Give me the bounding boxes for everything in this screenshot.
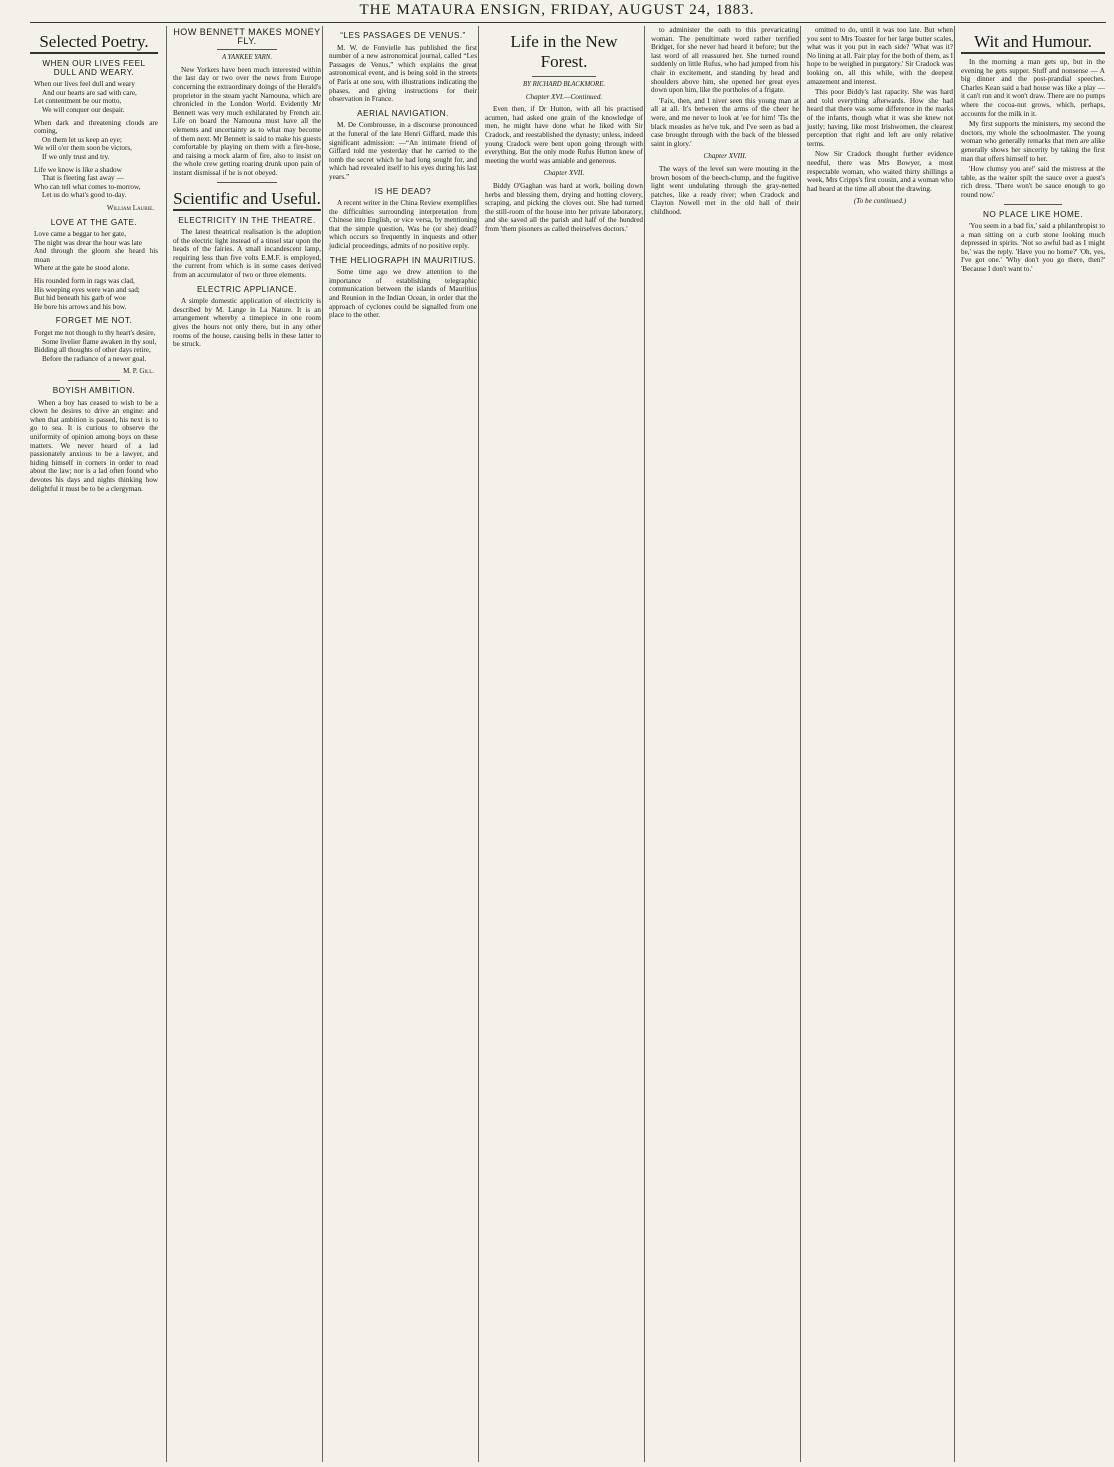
byline: BY RICHARD BLACKMORE. xyxy=(522,81,606,88)
chapter-heading: Chapter XVIII. xyxy=(703,152,747,161)
poem-line: Forget me not though to thy heart's desire, xyxy=(34,329,156,338)
poem-line: Some livelier flame awaken in thy soul, xyxy=(42,337,157,346)
article-text: Biddy O'Gaghan was hard at work, boiling down herbs and blessing them, drying and hotting clovery, scraping, and picking the cloves out. She had turned the still-room of the house into her private laboratory, and she saved all the parish and half of the hundred from 'them pisoners as called theirselves doctors.' xyxy=(485,181,643,233)
divider xyxy=(1004,204,1062,205)
article-subheading: ELECTRICITY IN THE THEATRE. xyxy=(178,215,316,225)
poem-line: Who can tell what comes to-morrow, xyxy=(34,182,141,191)
column-3 xyxy=(322,26,483,1462)
poem-author: William Laurie. xyxy=(106,203,154,212)
poem-body xyxy=(30,80,158,114)
column-7 xyxy=(954,26,1111,1462)
divider xyxy=(217,182,276,183)
poem-body xyxy=(30,277,158,311)
poem-body xyxy=(30,166,158,200)
poem-body xyxy=(30,119,158,162)
article-subheading: THE HELIOGRAPH IN MAURITIUS. xyxy=(329,255,477,265)
poem-line: When our lives feel dull and weary xyxy=(34,80,135,89)
section-title-serial: Life in the New Forest. xyxy=(510,32,618,71)
article-subheading: NO PLACE LIKE HOME. xyxy=(982,209,1084,219)
section-title-wit: Wit and Humour. xyxy=(961,32,1105,54)
poem-line: And through the gloom she heard his moan xyxy=(34,247,158,264)
poem-line: He bore his arrows and his bow. xyxy=(34,302,127,311)
poem-line: And our hearts are sad with care, xyxy=(42,88,137,97)
article-text: A recent writer in the China Review exemplifies the difficulties surrounding interpretation from Chinese into English, or vice versa, by mentioning that the simple question, Was he (or she) dead? which occurs so frequently in inquests and other judicial proceedings, admits of no positive reply. xyxy=(329,199,477,251)
article-text: This poor Biddy's last rapacity. She was hard and told everything afterwards. How she had heard that there was some difference in the marks of the infants, though what it was she knew not justly; having, like most Irishwomen, the clearest perception that right and left are only relative terms. xyxy=(807,88,953,148)
divider xyxy=(217,49,276,50)
column-2 xyxy=(166,26,327,1462)
poem-line: Let us do what's good to-day. xyxy=(42,191,127,200)
poem-line: His weeping eyes were wan and sad; xyxy=(34,285,140,294)
article-text: omitted to do, until it was too late. But when you sent to Mrs Toaster for her large butter scales, what was it you put in each side? 'What was it? No lining at all. Fair play for the both of them, as I hope to be weighed in purgatory.' Sir Cradock was looking on, all this while, with the deepest amazement and interest. xyxy=(807,26,953,86)
poem-body xyxy=(30,230,158,273)
poem-title: WHEN OUR LIVES FEEL DULL AND WEARY. xyxy=(42,59,146,77)
section-title-scientific: Scientific and Useful. xyxy=(173,189,321,211)
poem-line: Before the radiance of a newer goal. xyxy=(42,354,147,363)
column-1 xyxy=(30,26,164,1462)
chapter-heading: Chapter XVI.—Continued. xyxy=(525,92,603,101)
poem-line: The night was drear the hour was late xyxy=(34,238,142,247)
article-text: to administer the oath to this prevaricating woman. The penultimate word rather terrified Bridget, for she never had heard it before; but the last word of all reassured her. She turned round suddenly on little Rufus, who had jumped from his chair in excitement, and standing by head and shoulders above him, she opened her great eyes down upon him, like the portholes of a frigate. xyxy=(651,26,799,95)
poem-line: When dark and threatening clouds are coming, xyxy=(34,118,158,136)
poem-line: Let contentment be our motto, xyxy=(34,97,122,106)
article-subheading: ELECTRIC APPLIANCE. xyxy=(196,284,298,294)
article-text: New Yorkers have been much interested within the last day or two over the news from Europe concerning the extraordinary doings of the Herald's proprietor in the steam yacht Namouna, which are chronicled in the London World. Evidently Mr Bennett was very much exhilarated by French air. Life on board the Namouna must have all the elements and uncertainty as to what may become of them next. Mr Bennett is said to make his guests comfortable by playing on them with a fire-hose, and raising a mock alarm of fire, also to insist on the whole crew getting roaring drunk upon pain of instant dismissal if he is not obeyed. xyxy=(173,65,321,177)
poem-line: That is fleeting fast away — xyxy=(42,174,124,183)
article-text: Now Sir Cradock thought further evidence needful, there was Mrs Bowyer, a most respectable woman, who waited thirty shillings a week, Mrs Cripps's first cousin, and a woman who had heard at the time all about the drawing. xyxy=(807,150,953,193)
poem-line: But hid beneath his garb of woe xyxy=(34,294,126,303)
poem-line: Life we know is like a shadow xyxy=(34,165,122,174)
article-text: M. W. de Fonvielle has published the first number of a new astronomical journal, called “Les Passages de Venus,” which explains the great astronomical event, and is being sold in the streets of Paris at one sou, with illustrations indicating the phases, and giving instructions for their observation in France. xyxy=(329,43,477,104)
masthead-rule xyxy=(30,22,1106,23)
article-text: Some time ago we drew attention to the importance of establishing telegraphic communication between the islands of Mauritius and Reunion in the Indian Ocean, in order that the approach of cyclones could be signalled from one place to the other. xyxy=(329,268,477,320)
article-text: 'You seem in a bad fix,' said a philanthropist to a man sitting on a curb stone looking much depressed in spirits. 'Not so awful bad as I might be,' was the reply. 'Have you no home?' 'Oh, yes, I've got one.' 'Why don't you go there, then?' 'Because I don't want to.' xyxy=(961,222,1105,274)
column-6 xyxy=(800,26,959,1462)
article-text: 'How clumsy you are!' said the mistress at the table, as the waiter spilt the sauce over a guest's rich dress. 'There won't be sauce enough to go round now.' xyxy=(961,165,1105,199)
article-text: My first supports the ministers, my second the doctors, my whole the schoolmaster. The young woman who generally remarks that men are alike generally shows her sincerity by taking the first man that offers himself to her. xyxy=(961,120,1105,163)
article-text: In the morning a man gets up, but in the evening he gets supper. Stuff and nonsense — A big dinner and the post-prandial speeches. Charles Kean said a bad house was like a play — it can't run and it won't draw. There are no pumps where the cocoa-nut grows, which, perhaps, accounts for the milk in it. xyxy=(961,58,1105,118)
divider xyxy=(68,380,119,381)
column-5 xyxy=(644,26,805,1462)
article-title: BOYISH AMBITION. xyxy=(52,386,136,395)
article-subtitle: A YANKEE YARN. xyxy=(221,54,273,62)
article-title: HOW BENNETT MAKES MONEY FLY. xyxy=(173,27,321,46)
continued-note: (To be continued.) xyxy=(853,197,907,206)
column-4 xyxy=(478,26,649,1462)
article-text: A simple domestic application of electricity is described by M. Lange in La Nature. It is an arrangement whereby a timepiece in one room gives the hours not only there, but in any other rooms of the house, causing bells in these latter to be struck. xyxy=(173,297,321,349)
article-subheading: IS HE DEAD? xyxy=(374,186,432,196)
article-text: M. De Combrousse, in a discourse pronounced at the funeral of the late Henri Giffard, made this significant admission: —“An intimate friend of Giffard told me yesterday that he carried to the tomb the secret which he had long sought for, and which had revealed itself to his eyes during his last years.” xyxy=(329,121,477,181)
article-text: 'Faix, then, and I niver seen this young man at all at all. It's between the arms of the cheer he were, and me never to look at 'ee for him! 'Tis the black measles as he've tuk, and I've seen as bad a case brought through with the back of the blessed saint in glory.' xyxy=(651,96,799,148)
poem-line: Where at the gate he stood alone. xyxy=(34,264,130,273)
poem-line: His rounded form in rags was clad, xyxy=(34,277,135,286)
section-title-poetry: Selected Poetry. xyxy=(30,32,158,54)
article-text: Even then, if Dr Hutton, with all his practised acumen, had asked one grain of the knowledge of men, he might have done what he liked with Sir Cradock, and reestablished the dynasty; unless, indeed young Cradock were bent upon going through with everything. But the only mode Rufus Hutton knew of meeting the world was amiable and generous. xyxy=(485,105,643,165)
chapter-heading: Chapter XVII. xyxy=(543,169,585,178)
poem-line: On them let us keep an eye; xyxy=(42,135,122,144)
article-text: The ways of the level sun were mouting in the brown bosom of the beech-clump, and the fugitive light went undulating through the gray-netted patches, like a ready river; when Cradock and Clayton Nowell met in the old hall of their childhood. xyxy=(651,164,799,216)
poem-line: We will conquer our despair. xyxy=(42,105,125,114)
article-subheading: AERIAL NAVIGATION. xyxy=(357,108,449,118)
article-text: When a boy has ceased to wish to be a clown he desires to drive an engine: and when that ambition is passed, his next is to go to sea. It is curious to observe the uniformity of opinion among boys on these matters. We never heard of a lad passionately anxious to be a lawyer, and hiding himself in corners in order to read about the law; nor is a lad often found who devotes his days and nights thinking how delightful it must be to be a clergyman. xyxy=(30,398,158,493)
poem-line: Love came a beggar to her gate, xyxy=(34,230,126,239)
poem-line: Bidding all thoughts of other days retire, xyxy=(34,346,151,355)
poem-line: If we only trust and try. xyxy=(42,152,110,161)
article-text: The latest theatrical realisation is the adoption of the electric light instead of a tinsel star upon the heads of the fairies. A small incandescent lamp, requiring less than five volts E.M.F. is employed, the current from which is in some cases derived from an accumulator of two or three elements. xyxy=(173,228,321,280)
poem-author: M. P. Gill. xyxy=(123,367,154,376)
divider xyxy=(532,76,595,77)
poem-line: We will o'er them soon be victors, xyxy=(34,144,132,153)
masthead: THE MATAURA ENSIGN, FRIDAY, AUGUST 24, 1883. xyxy=(359,2,755,18)
article-title: “LES PASSAGES DE VENUS.” xyxy=(340,31,466,40)
poem-title: FORGET ME NOT. xyxy=(55,316,133,326)
poem-body xyxy=(30,329,158,363)
poem-title: LOVE AT THE GATE. xyxy=(50,217,138,227)
